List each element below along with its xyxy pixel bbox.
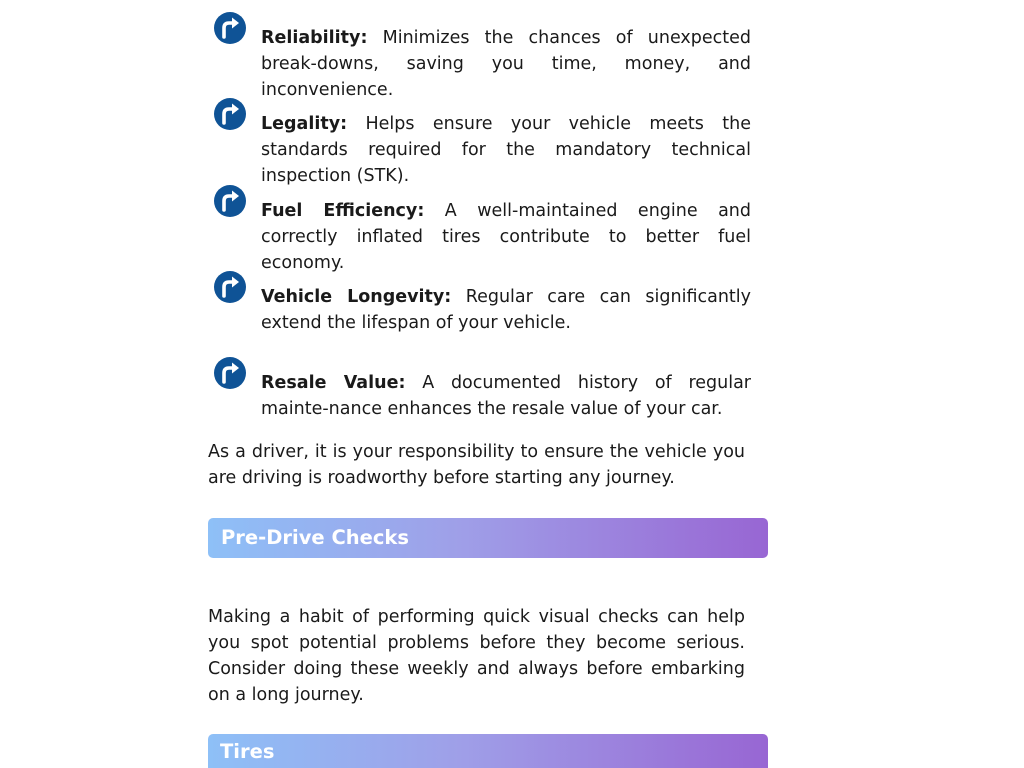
turn-right-arrow-icon <box>213 356 247 390</box>
benefit-description: Minimizes the chances of unexpected break-downs, saving you time, money, and inconvenience. <box>261 28 751 100</box>
section-header-pre-drive-checks <box>208 518 768 558</box>
benefit-term: Vehicle Longevity: <box>261 287 452 307</box>
turn-right-arrow-icon <box>213 11 247 45</box>
turn-right-arrow-icon <box>213 97 247 131</box>
benefit-text <box>261 198 751 276</box>
benefit-text <box>261 25 751 103</box>
turn-right-arrow-icon <box>213 270 247 304</box>
benefit-text <box>261 111 751 189</box>
section-header-tires <box>208 734 768 768</box>
driver-responsibility-paragraph: As a driver, it is your responsibility to ensure the vehicle you are driving is roadworthy before starting any journey. <box>208 442 745 488</box>
benefit-term: Resale Value: <box>261 373 406 393</box>
turn-right-arrow-icon <box>213 184 247 218</box>
benefit-term: Fuel Efficiency: <box>261 201 425 221</box>
benefit-term: Reliability: <box>261 28 368 48</box>
benefit-description: Helps ensure your vehicle meets the standards required for the mandatory technical inspection (STK). <box>261 114 751 186</box>
benefit-description: A documented history of regular mainte-nance enhances the resale value of your car. <box>261 373 751 419</box>
benefit-text <box>261 370 751 422</box>
benefit-text <box>261 284 751 336</box>
pre-drive-paragraph: Making a habit of performing quick visual checks can help you spot potential problems before they become serious. Consider doing these weekly and always before embarking on a long journey. <box>208 607 745 705</box>
benefit-term: Legality: <box>261 114 348 134</box>
section-title: Pre-Drive Checks <box>221 526 409 549</box>
section-title: Tires <box>220 740 275 763</box>
benefit-description: A well-maintained engine and correctly inflated tires contribute to better fuel economy. <box>261 201 751 273</box>
benefit-description: Regular care can significantly extend the lifespan of your vehicle. <box>261 287 752 333</box>
